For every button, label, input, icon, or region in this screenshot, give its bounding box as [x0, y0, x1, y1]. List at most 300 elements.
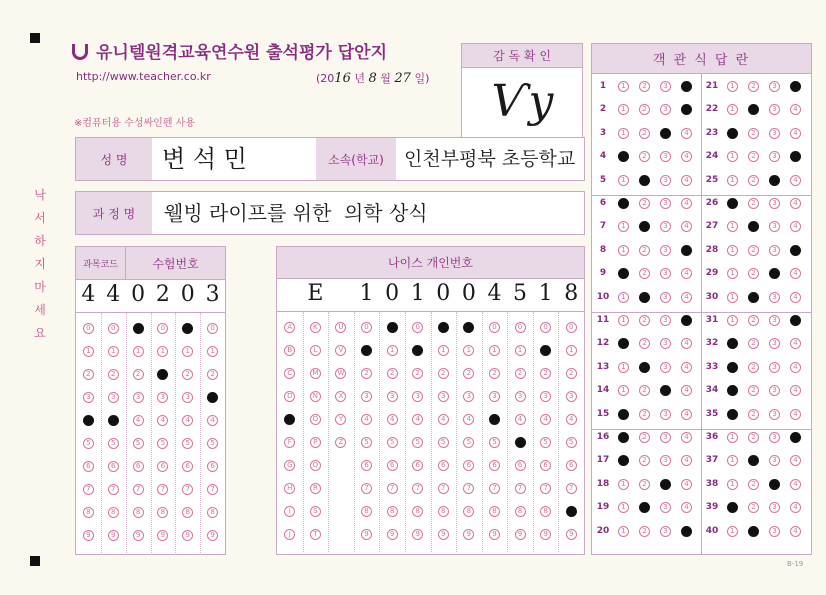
answer-bubble[interactable]: 4: [681, 198, 692, 209]
answer-bubble[interactable]: 1: [727, 198, 738, 209]
answer-bubble[interactable]: 2: [748, 245, 759, 256]
answer-bubble[interactable]: 3: [769, 479, 780, 490]
answer-bubble[interactable]: 3: [660, 362, 671, 373]
answer-bubble[interactable]: 1: [727, 362, 738, 373]
answer-bubble[interactable]: 4: [681, 432, 692, 443]
digit-bubble[interactable]: 9: [438, 529, 449, 540]
answer-bubble[interactable]: 3: [769, 198, 780, 209]
digit-bubble[interactable]: 8: [83, 507, 94, 518]
answer-bubble[interactable]: 1: [727, 81, 738, 92]
answer-bubble[interactable]: 1: [618, 455, 629, 466]
digit-bubble[interactable]: 1: [207, 346, 218, 357]
answer-bubble[interactable]: 4: [790, 268, 801, 279]
answer-bubble[interactable]: 2: [639, 198, 650, 209]
answer-bubble[interactable]: 1: [618, 362, 629, 373]
answer-bubble[interactable]: 4: [790, 198, 801, 209]
digit-bubble[interactable]: 3: [157, 392, 168, 403]
answer-bubble[interactable]: 4: [790, 245, 801, 256]
answer-bubble[interactable]: 4: [790, 479, 801, 490]
answer-bubble[interactable]: 3: [660, 432, 671, 443]
digit-bubble[interactable]: 3: [207, 392, 218, 403]
digit-bubble[interactable]: 2: [566, 368, 577, 379]
answer-bubble[interactable]: 3: [660, 455, 671, 466]
digit-bubble[interactable]: 5: [207, 438, 218, 449]
answer-bubble[interactable]: 2: [748, 385, 759, 396]
answer-bubble[interactable]: 4: [681, 245, 692, 256]
answer-bubble[interactable]: 3: [660, 175, 671, 186]
digit-bubble[interactable]: 4: [515, 414, 526, 425]
answer-bubble[interactable]: 2: [639, 128, 650, 139]
answer-bubble[interactable]: 4: [681, 409, 692, 420]
letter-bubble[interactable]: S: [310, 506, 321, 517]
digit-bubble[interactable]: 0: [387, 322, 398, 333]
letter-bubble[interactable]: E: [284, 414, 295, 425]
digit-bubble[interactable]: 0: [463, 322, 474, 333]
digit-bubble[interactable]: 1: [540, 345, 551, 356]
digit-bubble[interactable]: 1: [566, 345, 577, 356]
answer-bubble[interactable]: 2: [639, 221, 650, 232]
answer-bubble[interactable]: 4: [790, 526, 801, 537]
answer-bubble[interactable]: 4: [790, 385, 801, 396]
digit-bubble[interactable]: 6: [133, 461, 144, 472]
answer-bubble[interactable]: 1: [727, 315, 738, 326]
digit-bubble[interactable]: 4: [207, 415, 218, 426]
answer-bubble[interactable]: 4: [790, 502, 801, 513]
answer-bubble[interactable]: 1: [618, 128, 629, 139]
answer-bubble[interactable]: 4: [681, 385, 692, 396]
digit-bubble[interactable]: 8: [463, 506, 474, 517]
answer-bubble[interactable]: 1: [727, 151, 738, 162]
answer-bubble[interactable]: 2: [639, 245, 650, 256]
digit-bubble[interactable]: 9: [463, 529, 474, 540]
digit-bubble[interactable]: 0: [540, 322, 551, 333]
answer-bubble[interactable]: 1: [618, 221, 629, 232]
digit-bubble[interactable]: 7: [157, 484, 168, 495]
answer-bubble[interactable]: 1: [727, 221, 738, 232]
digit-bubble[interactable]: 6: [566, 460, 577, 471]
digit-bubble[interactable]: 5: [387, 437, 398, 448]
digit-bubble[interactable]: 1: [182, 346, 193, 357]
digit-bubble[interactable]: 0: [83, 323, 94, 334]
answer-bubble[interactable]: 4: [681, 104, 692, 115]
digit-bubble[interactable]: 5: [182, 438, 193, 449]
digit-bubble[interactable]: 9: [83, 530, 94, 541]
digit-bubble[interactable]: 0: [489, 322, 500, 333]
digit-bubble[interactable]: 1: [83, 346, 94, 357]
answer-bubble[interactable]: 4: [790, 432, 801, 443]
digit-bubble[interactable]: 4: [438, 414, 449, 425]
digit-bubble[interactable]: 6: [182, 461, 193, 472]
answer-bubble[interactable]: 2: [639, 362, 650, 373]
answer-bubble[interactable]: 4: [790, 338, 801, 349]
answer-bubble[interactable]: 4: [790, 221, 801, 232]
answer-bubble[interactable]: 2: [639, 479, 650, 490]
digit-bubble[interactable]: 6: [515, 460, 526, 471]
answer-bubble[interactable]: 3: [660, 128, 671, 139]
answer-bubble[interactable]: 1: [727, 432, 738, 443]
digit-bubble[interactable]: 5: [412, 437, 423, 448]
answer-bubble[interactable]: 2: [748, 128, 759, 139]
letter-bubble[interactable]: H: [284, 483, 295, 494]
digit-bubble[interactable]: 4: [463, 414, 474, 425]
digit-bubble[interactable]: 8: [540, 506, 551, 517]
digit-bubble[interactable]: 6: [463, 460, 474, 471]
answer-bubble[interactable]: 3: [769, 81, 780, 92]
digit-bubble[interactable]: 5: [83, 438, 94, 449]
digit-bubble[interactable]: 1: [133, 346, 144, 357]
answer-bubble[interactable]: 4: [681, 128, 692, 139]
answer-bubble[interactable]: 3: [769, 104, 780, 115]
digit-bubble[interactable]: 9: [133, 530, 144, 541]
letter-bubble[interactable]: Y: [335, 414, 346, 425]
digit-bubble[interactable]: 2: [133, 369, 144, 380]
digit-bubble[interactable]: 9: [207, 530, 218, 541]
digit-bubble[interactable]: 4: [182, 415, 193, 426]
answer-bubble[interactable]: 4: [681, 81, 692, 92]
digit-bubble[interactable]: 0: [182, 323, 193, 334]
digit-bubble[interactable]: 8: [133, 507, 144, 518]
digit-bubble[interactable]: 6: [207, 461, 218, 472]
answer-bubble[interactable]: 3: [769, 432, 780, 443]
answer-bubble[interactable]: 2: [639, 104, 650, 115]
answer-bubble[interactable]: 3: [660, 151, 671, 162]
answer-bubble[interactable]: 3: [660, 245, 671, 256]
digit-bubble[interactable]: 8: [182, 507, 193, 518]
digit-bubble[interactable]: 3: [83, 392, 94, 403]
digit-bubble[interactable]: 6: [157, 461, 168, 472]
digit-bubble[interactable]: 8: [438, 506, 449, 517]
answer-bubble[interactable]: 2: [639, 292, 650, 303]
answer-bubble[interactable]: 3: [660, 338, 671, 349]
digit-bubble[interactable]: 2: [207, 369, 218, 380]
digit-bubble[interactable]: 8: [361, 506, 372, 517]
answer-bubble[interactable]: 3: [660, 526, 671, 537]
letter-bubble[interactable]: M: [310, 368, 321, 379]
digit-bubble[interactable]: 1: [412, 345, 423, 356]
answer-bubble[interactable]: 1: [618, 315, 629, 326]
digit-bubble[interactable]: 0: [361, 322, 372, 333]
digit-bubble[interactable]: 8: [387, 506, 398, 517]
answer-bubble[interactable]: 4: [790, 104, 801, 115]
answer-bubble[interactable]: 2: [748, 526, 759, 537]
digit-bubble[interactable]: 5: [515, 437, 526, 448]
answer-bubble[interactable]: 1: [618, 526, 629, 537]
letter-bubble[interactable]: D: [284, 391, 295, 402]
digit-bubble[interactable]: 3: [463, 391, 474, 402]
digit-bubble[interactable]: 8: [515, 506, 526, 517]
answer-bubble[interactable]: 4: [790, 409, 801, 420]
letter-bubble[interactable]: X: [335, 391, 346, 402]
answer-bubble[interactable]: 2: [639, 526, 650, 537]
answer-bubble[interactable]: 4: [790, 175, 801, 186]
digit-bubble[interactable]: 0: [108, 323, 119, 334]
digit-bubble[interactable]: 0: [412, 322, 423, 333]
letter-bubble[interactable]: C: [284, 368, 295, 379]
answer-bubble[interactable]: 3: [769, 338, 780, 349]
digit-bubble[interactable]: 1: [157, 346, 168, 357]
answer-bubble[interactable]: 4: [790, 362, 801, 373]
answer-bubble[interactable]: 1: [727, 385, 738, 396]
answer-bubble[interactable]: 2: [748, 81, 759, 92]
digit-bubble[interactable]: 6: [387, 460, 398, 471]
answer-bubble[interactable]: 3: [660, 409, 671, 420]
digit-bubble[interactable]: 3: [566, 391, 577, 402]
digit-bubble[interactable]: 2: [540, 368, 551, 379]
letter-bubble[interactable]: L: [310, 345, 321, 356]
answer-bubble[interactable]: 4: [681, 362, 692, 373]
answer-bubble[interactable]: 3: [660, 221, 671, 232]
answer-bubble[interactable]: 3: [769, 502, 780, 513]
answer-bubble[interactable]: 2: [748, 175, 759, 186]
answer-bubble[interactable]: 4: [681, 479, 692, 490]
digit-bubble[interactable]: 2: [157, 369, 168, 380]
digit-bubble[interactable]: 0: [157, 323, 168, 334]
digit-bubble[interactable]: 9: [387, 529, 398, 540]
digit-bubble[interactable]: 7: [387, 483, 398, 494]
digit-bubble[interactable]: 3: [438, 391, 449, 402]
digit-bubble[interactable]: 9: [489, 529, 500, 540]
answer-bubble[interactable]: 3: [769, 268, 780, 279]
digit-bubble[interactable]: 4: [83, 415, 94, 426]
digit-bubble[interactable]: 1: [489, 345, 500, 356]
digit-bubble[interactable]: 4: [108, 415, 119, 426]
digit-bubble[interactable]: 4: [412, 414, 423, 425]
answer-bubble[interactable]: 2: [748, 479, 759, 490]
answer-bubble[interactable]: 2: [639, 175, 650, 186]
digit-bubble[interactable]: 5: [566, 437, 577, 448]
digit-bubble[interactable]: 7: [83, 484, 94, 495]
answer-bubble[interactable]: 3: [769, 526, 780, 537]
letter-bubble[interactable]: F: [284, 437, 295, 448]
answer-bubble[interactable]: 3: [769, 455, 780, 466]
digit-bubble[interactable]: 2: [182, 369, 193, 380]
digit-bubble[interactable]: 1: [463, 345, 474, 356]
letter-bubble[interactable]: N: [310, 391, 321, 402]
answer-bubble[interactable]: 2: [748, 338, 759, 349]
answer-bubble[interactable]: 1: [618, 81, 629, 92]
digit-bubble[interactable]: 6: [108, 461, 119, 472]
digit-bubble[interactable]: 5: [157, 438, 168, 449]
digit-bubble[interactable]: 4: [566, 414, 577, 425]
answer-bubble[interactable]: 1: [727, 479, 738, 490]
answer-bubble[interactable]: 2: [639, 409, 650, 420]
digit-bubble[interactable]: 9: [412, 529, 423, 540]
answer-bubble[interactable]: 1: [618, 151, 629, 162]
answer-bubble[interactable]: 3: [769, 409, 780, 420]
letter-bubble[interactable]: B: [284, 345, 295, 356]
digit-bubble[interactable]: 2: [438, 368, 449, 379]
answer-bubble[interactable]: 3: [660, 104, 671, 115]
digit-bubble[interactable]: 7: [108, 484, 119, 495]
digit-bubble[interactable]: 2: [361, 368, 372, 379]
answer-bubble[interactable]: 1: [618, 198, 629, 209]
answer-bubble[interactable]: 3: [660, 315, 671, 326]
answer-bubble[interactable]: 2: [639, 338, 650, 349]
answer-bubble[interactable]: 2: [748, 268, 759, 279]
answer-bubble[interactable]: 4: [681, 175, 692, 186]
digit-bubble[interactable]: 4: [133, 415, 144, 426]
answer-bubble[interactable]: 4: [790, 455, 801, 466]
digit-bubble[interactable]: 7: [133, 484, 144, 495]
digit-bubble[interactable]: 5: [438, 437, 449, 448]
answer-bubble[interactable]: 1: [727, 245, 738, 256]
answer-bubble[interactable]: 3: [769, 315, 780, 326]
answer-bubble[interactable]: 1: [727, 175, 738, 186]
answer-bubble[interactable]: 4: [681, 292, 692, 303]
digit-bubble[interactable]: 6: [83, 461, 94, 472]
answer-bubble[interactable]: 3: [769, 292, 780, 303]
answer-bubble[interactable]: 2: [748, 362, 759, 373]
answer-bubble[interactable]: 3: [769, 128, 780, 139]
answer-bubble[interactable]: 1: [618, 479, 629, 490]
digit-bubble[interactable]: 0: [566, 322, 577, 333]
digit-bubble[interactable]: 5: [108, 438, 119, 449]
digit-bubble[interactable]: 2: [412, 368, 423, 379]
digit-bubble[interactable]: 0: [207, 323, 218, 334]
answer-bubble[interactable]: 1: [618, 338, 629, 349]
answer-bubble[interactable]: 3: [769, 385, 780, 396]
answer-bubble[interactable]: 2: [748, 198, 759, 209]
digit-bubble[interactable]: 1: [361, 345, 372, 356]
answer-bubble[interactable]: 3: [660, 502, 671, 513]
answer-bubble[interactable]: 1: [618, 292, 629, 303]
digit-bubble[interactable]: 8: [489, 506, 500, 517]
answer-bubble[interactable]: 4: [681, 221, 692, 232]
digit-bubble[interactable]: 5: [133, 438, 144, 449]
answer-bubble[interactable]: 3: [769, 221, 780, 232]
answer-bubble[interactable]: 1: [727, 268, 738, 279]
answer-bubble[interactable]: 3: [769, 362, 780, 373]
letter-bubble[interactable]: Q: [310, 460, 321, 471]
letter-bubble[interactable]: O: [310, 414, 321, 425]
answer-bubble[interactable]: 2: [748, 409, 759, 420]
digit-bubble[interactable]: 7: [515, 483, 526, 494]
digit-bubble[interactable]: 7: [540, 483, 551, 494]
digit-bubble[interactable]: 7: [489, 483, 500, 494]
answer-bubble[interactable]: 3: [769, 175, 780, 186]
digit-bubble[interactable]: 8: [412, 506, 423, 517]
digit-bubble[interactable]: 9: [515, 529, 526, 540]
answer-bubble[interactable]: 3: [660, 81, 671, 92]
digit-bubble[interactable]: 7: [463, 483, 474, 494]
answer-bubble[interactable]: 1: [727, 455, 738, 466]
answer-bubble[interactable]: 2: [639, 432, 650, 443]
answer-bubble[interactable]: 2: [639, 268, 650, 279]
letter-bubble[interactable]: I: [284, 506, 295, 517]
letter-bubble[interactable]: R: [310, 483, 321, 494]
digit-bubble[interactable]: 1: [515, 345, 526, 356]
answer-bubble[interactable]: 3: [660, 479, 671, 490]
letter-bubble[interactable]: K: [310, 322, 321, 333]
answer-bubble[interactable]: 2: [748, 502, 759, 513]
digit-bubble[interactable]: 9: [540, 529, 551, 540]
answer-bubble[interactable]: 1: [618, 432, 629, 443]
digit-bubble[interactable]: 2: [108, 369, 119, 380]
answer-bubble[interactable]: 3: [660, 268, 671, 279]
digit-bubble[interactable]: 2: [387, 368, 398, 379]
digit-bubble[interactable]: 0: [515, 322, 526, 333]
answer-bubble[interactable]: 1: [618, 268, 629, 279]
digit-bubble[interactable]: 2: [83, 369, 94, 380]
answer-bubble[interactable]: 1: [618, 104, 629, 115]
digit-bubble[interactable]: 9: [566, 529, 577, 540]
digit-bubble[interactable]: 4: [361, 414, 372, 425]
answer-bubble[interactable]: 1: [727, 128, 738, 139]
digit-bubble[interactable]: 8: [157, 507, 168, 518]
digit-bubble[interactable]: 6: [361, 460, 372, 471]
digit-bubble[interactable]: 1: [108, 346, 119, 357]
digit-bubble[interactable]: 6: [438, 460, 449, 471]
answer-bubble[interactable]: 3: [769, 245, 780, 256]
answer-bubble[interactable]: 2: [748, 221, 759, 232]
digit-bubble[interactable]: 3: [540, 391, 551, 402]
answer-bubble[interactable]: 1: [727, 338, 738, 349]
answer-bubble[interactable]: 1: [618, 385, 629, 396]
digit-bubble[interactable]: 7: [438, 483, 449, 494]
letter-bubble[interactable]: T: [310, 529, 321, 540]
answer-bubble[interactable]: 4: [790, 151, 801, 162]
letter-bubble[interactable]: G: [284, 460, 295, 471]
digit-bubble[interactable]: 3: [489, 391, 500, 402]
letter-bubble[interactable]: P: [310, 437, 321, 448]
answer-bubble[interactable]: 2: [639, 315, 650, 326]
answer-bubble[interactable]: 2: [639, 151, 650, 162]
digit-bubble[interactable]: 2: [463, 368, 474, 379]
answer-bubble[interactable]: 4: [790, 81, 801, 92]
digit-bubble[interactable]: 3: [108, 392, 119, 403]
digit-bubble[interactable]: 8: [207, 507, 218, 518]
digit-bubble[interactable]: 7: [207, 484, 218, 495]
digit-bubble[interactable]: 6: [489, 460, 500, 471]
letter-bubble[interactable]: Z: [335, 437, 346, 448]
answer-bubble[interactable]: 2: [639, 502, 650, 513]
digit-bubble[interactable]: 4: [540, 414, 551, 425]
digit-bubble[interactable]: 3: [412, 391, 423, 402]
digit-bubble[interactable]: 1: [387, 345, 398, 356]
digit-bubble[interactable]: 7: [566, 483, 577, 494]
answer-bubble[interactable]: 1: [727, 409, 738, 420]
digit-bubble[interactable]: 1: [438, 345, 449, 356]
answer-bubble[interactable]: 2: [639, 81, 650, 92]
digit-bubble[interactable]: 4: [157, 415, 168, 426]
answer-bubble[interactable]: 4: [681, 151, 692, 162]
answer-bubble[interactable]: 2: [748, 315, 759, 326]
answer-bubble[interactable]: 3: [660, 198, 671, 209]
digit-bubble[interactable]: 7: [182, 484, 193, 495]
answer-bubble[interactable]: 1: [618, 175, 629, 186]
answer-bubble[interactable]: 2: [748, 151, 759, 162]
digit-bubble[interactable]: 9: [182, 530, 193, 541]
letter-bubble[interactable]: V: [335, 345, 346, 356]
answer-bubble[interactable]: 2: [748, 432, 759, 443]
answer-bubble[interactable]: 1: [727, 502, 738, 513]
digit-bubble[interactable]: 3: [361, 391, 372, 402]
answer-bubble[interactable]: 4: [790, 292, 801, 303]
answer-bubble[interactable]: 1: [618, 502, 629, 513]
digit-bubble[interactable]: 4: [387, 414, 398, 425]
letter-bubble[interactable]: U: [335, 322, 346, 333]
digit-bubble[interactable]: 3: [182, 392, 193, 403]
digit-bubble[interactable]: 8: [108, 507, 119, 518]
digit-bubble[interactable]: 4: [489, 414, 500, 425]
answer-bubble[interactable]: 2: [639, 455, 650, 466]
digit-bubble[interactable]: 3: [133, 392, 144, 403]
answer-bubble[interactable]: 3: [769, 151, 780, 162]
digit-bubble[interactable]: 9: [361, 529, 372, 540]
letter-bubble[interactable]: W: [335, 368, 346, 379]
digit-bubble[interactable]: 6: [540, 460, 551, 471]
answer-bubble[interactable]: 1: [618, 245, 629, 256]
